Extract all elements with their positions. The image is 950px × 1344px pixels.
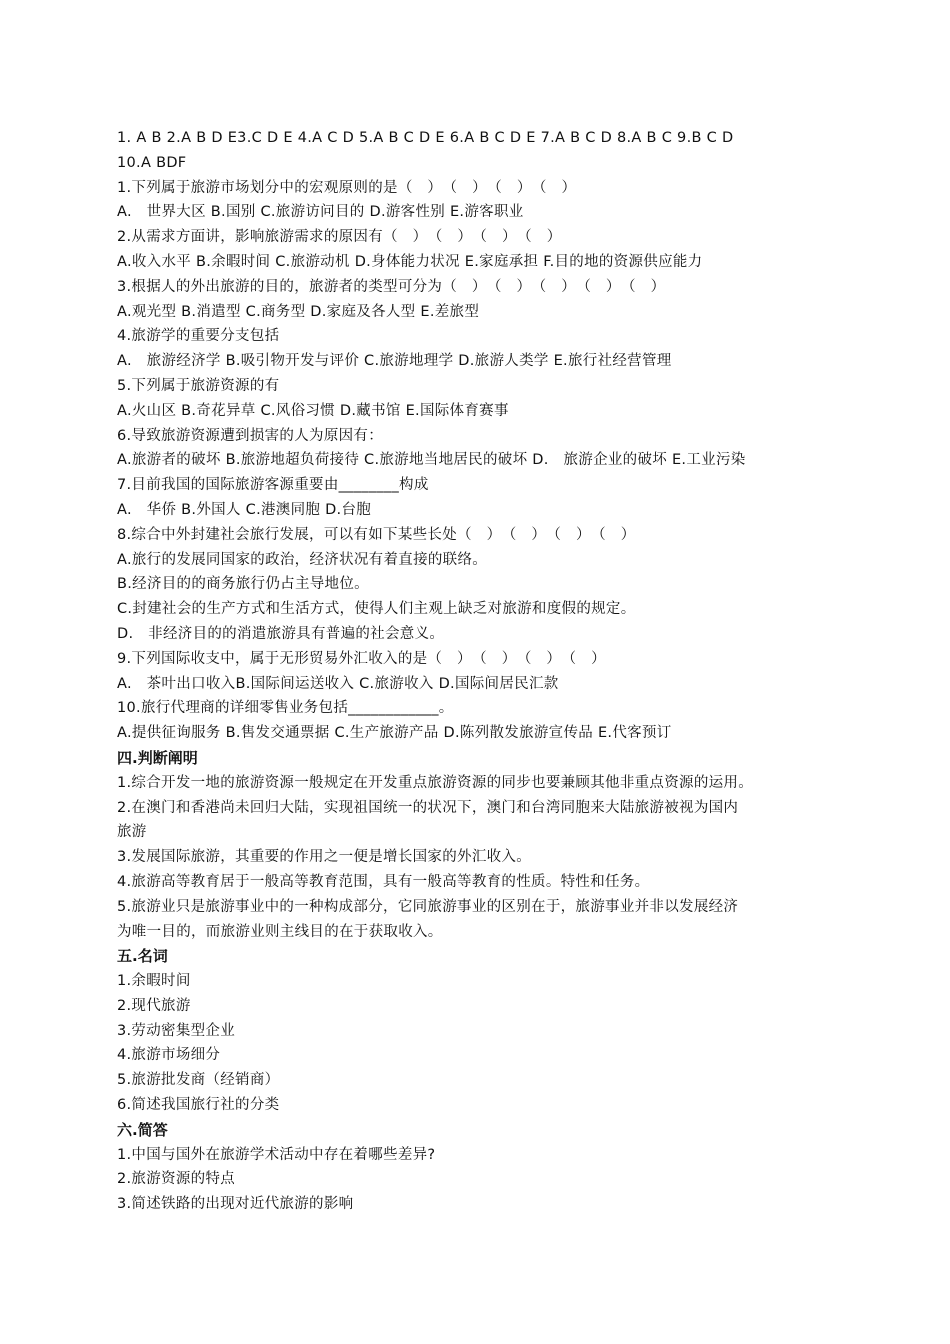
term-item-1: 1.余暇时间 xyxy=(117,973,191,990)
question-1-options: A. 世界大区 B.国别 C.旅游访问目的 D.游客性别 E.游客职业 xyxy=(117,204,524,221)
answer-line-1: 1. A B 2.A B D E3.C D E 4.A C D 5.A B C D E 6.A B C D E 7.A B C D 8.A B C 9.B C D xyxy=(117,130,734,146)
judgement-item-2-cont: 旅游 xyxy=(117,824,147,841)
question-4: 4.旅游学的重要分支包括 xyxy=(117,328,280,345)
question-6-options: A.旅游者的破坏 B.旅游地超负荷接待 C.旅游地当地居民的破坏 D. 旅游企业的破坏 E.工业污染 xyxy=(117,452,746,469)
question-7: 7.目前我国的国际旅游客源重要由________构成 xyxy=(117,477,429,494)
question-10: 10.旅行代理商的详细零售业务包括____________。 xyxy=(117,700,454,717)
question-6: 6.导致旅游资源遭到损害的人为原因有： xyxy=(117,427,384,444)
term-item-5: 5.旅游批发商（经销商） xyxy=(117,1072,280,1089)
section-5-heading: 五.名词 xyxy=(117,947,168,966)
judgement-item-5-cont: 为唯一目的，而旅游业则主线目的在于获取收入。 xyxy=(117,923,443,940)
question-8-option-b: B.经济目的的商务旅行仍占主导地位。 xyxy=(117,576,369,593)
judgement-item-5: 5.旅游业只是旅游事业中的一种构成部分，它同旅游事业的区别在于，旅游事业并非以发展经济 xyxy=(117,898,739,915)
term-item-4: 4.旅游市场细分 xyxy=(117,1047,221,1064)
question-1: 1.下列属于旅游市场划分中的宏观原则的是（ ） （ ） （ ） （ ） xyxy=(117,179,577,196)
judgement-item-4: 4.旅游高等教育居于一般高等教育范围，具有一般高等教育的性质。特性和任务。 xyxy=(117,873,650,890)
question-3-options: A.观光型 B.消遣型 C.商务型 D.家庭及各人型 E.差旅型 xyxy=(117,303,480,320)
term-item-3: 3.劳动密集型企业 xyxy=(117,1022,236,1039)
section-4-heading: 四.判断阐明 xyxy=(117,748,198,767)
question-9-options: A. 茶叶出口收入B.国际间运送收入 C.旅游收入 D.国际间居民汇款 xyxy=(117,675,559,692)
question-2-options: A.收入水平 B.余暇时间 C.旅游动机 D.身体能力状况 E.家庭承担 F.目的地的资源供应能力 xyxy=(117,253,703,270)
question-3: 3.根据人的外出旅游的目的，旅游者的类型可分为（ ） （ ） （ ） （ ） （ ） xyxy=(117,278,666,295)
question-2: 2.从需求方面讲，影响旅游需求的原因有（ ） （ ） （ ） （ ） xyxy=(117,229,562,246)
question-4-options: A. 旅游经济学 B.吸引物开发与评价 C.旅游地理学 D.旅游人类学 E.旅行社经营管理 xyxy=(117,353,672,370)
short-answer-item-1: 1.中国与国外在旅游学术活动中存在着哪些差异? xyxy=(117,1146,436,1163)
question-5-options: A.火山区 B.奇花异草 C.风俗习惯 D.藏书馆 E.国际体育赛事 xyxy=(117,402,509,419)
term-item-6: 6.简述我国旅行社的分类 xyxy=(117,1097,280,1114)
term-item-2: 2.现代旅游 xyxy=(117,997,191,1014)
question-10-options: A.提供征询服务 B.售发交通票据 C.生产旅游产品 D.陈列散发旅游宣传品 E.代客预订 xyxy=(117,725,672,742)
judgement-item-2: 2.在澳门和香港尚未回归大陆，实现祖国统一的状况下，澳门和台湾同胞来大陆旅游被视为国内 xyxy=(117,799,739,816)
question-9: 9.下列国际收支中，属于无形贸易外汇收入的是（ ） （ ） （ ） （ ） xyxy=(117,650,606,667)
short-answer-item-2: 2.旅游资源的特点 xyxy=(117,1171,236,1188)
question-8: 8.综合中外封建社会旅行发展，可以有如下某些长处（ ） （ ） （ ） （ ） xyxy=(117,526,636,543)
judgement-item-1: 1.综合开发一地的旅游资源一般规定在开发重点旅游资源的同步也要兼顾其他非重点资源的运用。 xyxy=(117,774,754,791)
short-answer-item-3: 3.简述铁路的出现对近代旅游的影响 xyxy=(117,1196,354,1213)
question-8-option-d: D. 非经济目的的消遣旅游具有普遍的社会意义。 xyxy=(117,625,445,642)
answer-line-2: 10.A BDF xyxy=(117,154,187,171)
question-7-options: A. 华侨 B.外国人 C.港澳同胞 D.台胞 xyxy=(117,501,372,518)
section-6-heading: 六.简答 xyxy=(117,1120,168,1139)
question-8-option-a: A.旅行的发展同国家的政治，经济状况有着直接的联络。 xyxy=(117,551,488,568)
document-page xyxy=(117,126,837,1217)
question-8-option-c: C.封建社会的生产方式和生活方式，使得人们主观上缺乏对旅游和度假的规定。 xyxy=(117,601,636,618)
judgement-item-3: 3.发展国际旅游，其重要的作用之一便是增长国家的外汇收入。 xyxy=(117,849,532,866)
question-5: 5.下列属于旅游资源的有 xyxy=(117,377,280,394)
